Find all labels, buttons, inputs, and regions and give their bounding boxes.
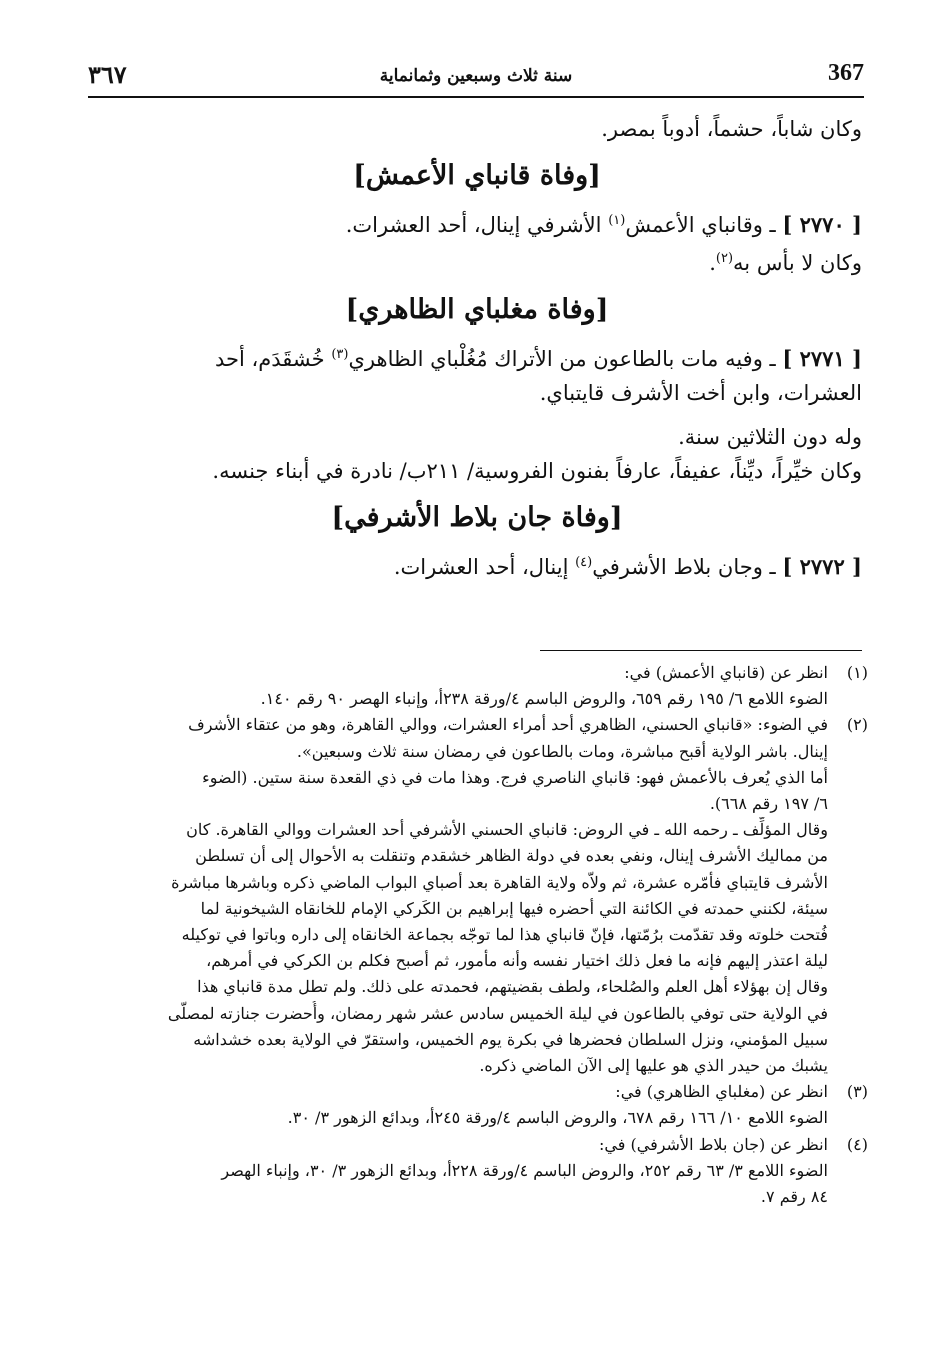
line-text-rest: خُشقَدَم، أحد <box>214 347 332 371</box>
line-text-rest: إينال، أحد العشرات. <box>393 555 576 579</box>
running-header <box>88 58 864 98</box>
line-text-rest: . <box>709 251 716 275</box>
main-text <box>92 112 862 584</box>
footnote-number: (٤) <box>846 1134 868 1154</box>
footnote-line: ٦/ ١٩٧ رقم ٦٦٨). <box>709 794 828 814</box>
entry-line <box>92 204 862 242</box>
footnote <box>92 660 868 712</box>
footnote-line: الضوء اللامع ١٠/ ١٦٦ رقم ٦٧٨، والروض الباسم ٤/ورقة ٢٤٥أ، وبدائع الزهور ٣/ ٣٠. <box>287 1108 828 1128</box>
text-line <box>92 420 862 454</box>
entry-number: [ ٢٧٧١ ] <box>782 346 862 371</box>
page-number-arabic: ٣٦٧ <box>88 60 127 89</box>
section-heading: [وفاة جان بلاط الأشرفي] <box>331 502 623 533</box>
footnotes <box>92 660 868 1210</box>
footnote-line: سبيل المؤمني، ونزل السلطان فحضرها في بكرة يوم الخميس، واستقرّ في الولاية بعده خشداشه <box>193 1029 828 1049</box>
footnote-line: ليلة اعتذر إليهم فإنه ما فعل ذلك اختيار نفسه وأنه مأمور، ثم أصبح فكلم بن الكركي في أمرهم، <box>206 951 828 971</box>
footnote-line: ٨٤ رقم ٧. <box>760 1187 828 1207</box>
entry-number: [ ٢٧٧٠ ] <box>782 212 862 237</box>
page-number-latin: 367 <box>828 60 864 86</box>
entry-line <box>92 338 862 376</box>
header-rule <box>88 96 864 98</box>
footnote-line: الأشرف قايتباي فأمّره عشرة، ثم ولاّه ولاية القاهرة بعد أصباي البواب الماضي ذكره وباشرها مباشرة <box>171 872 828 892</box>
footnote <box>92 712 868 1079</box>
footnote-line: وقال إن بهؤلاء أهل العلم والصُلحاء، ولطف بقضيتهم، فحمدته على ذلك. ولم تطل مدة قانباي هذا <box>197 977 828 997</box>
footnote-line: فُتحت خلوته وقد تقدّمت برُمّتها، فإنّ قانباي هذا لما توجّه بجماعة الخانقاه إلى داره وباتوا في توكيله <box>181 925 828 945</box>
footnote-text <box>92 1132 828 1211</box>
footnote-line: انظر عن (مغلباي الظاهري) في: <box>615 1082 828 1102</box>
line-text-rest: الأشرفي إينال، أحد العشرات. <box>345 213 609 237</box>
footnote-separator <box>540 650 862 651</box>
footnote-line: في الولاية حتى توفي بالطاعون في ليلة الخميس سادس عشر شهر رمضان، وأُحضرت جنازته لمصلّى <box>167 1003 828 1023</box>
section-heading: [وفاة مغلباي الظاهري] <box>345 294 609 325</box>
line-text: وكان لا بأس به <box>733 251 862 275</box>
running-title: سنة ثلاث وسبعين وثمانماية <box>379 66 573 86</box>
footnote-line: إينال. باشر الولاية أقبح مباشرة، ومات بالطاعون في رمضان سنة ثلاث وسبعين». <box>296 741 828 761</box>
line-text: ـ وجان بلاط الأشرفي <box>592 555 783 579</box>
entry-line <box>92 546 862 584</box>
footnote-line: انظر عن (قانباي الأعمش) في: <box>624 663 828 682</box>
text-line <box>92 376 862 410</box>
footnote-text <box>92 660 828 712</box>
entry-number: [ ٢٧٧٢ ] <box>782 554 862 579</box>
footnote-line: الضوء اللامع ٦/ ١٩٥ رقم ٦٥٩، والروض الباسم ٤/ورقة ٢٣٨أ، وإنباء الهصر ٩٠ رقم ١٤٠. <box>260 689 828 709</box>
footnote <box>92 1132 868 1211</box>
line-text: وكان خيِّراً، ديِّناً، عفيفاً، عارفاً بفنون الفروسية/ ٢١١ب/ نادرة في أبناء جنسه. <box>212 459 862 483</box>
paragraph-gap <box>92 410 862 420</box>
footnote <box>92 1079 868 1131</box>
footnote-line: الضوء اللامع ٣/ ٦٣ رقم ٢٥٢، والروض الباسم ٤/ورقة ٢٢٨أ، وبدائع الزهور ٣/ ٣٠، وإنباء الهصر <box>221 1160 828 1180</box>
footnote-number: (١) <box>846 663 868 682</box>
footnote-ref: (٢) <box>715 251 734 266</box>
line-text: ـ وقانباي الأعمش <box>625 213 783 237</box>
footnote-ref: (١) <box>608 213 626 228</box>
footnote-text <box>92 1079 828 1131</box>
line-text: وله دون الثلاثين سنة. <box>678 425 862 449</box>
text-line <box>92 242 862 280</box>
footnote-ref: (٣) <box>331 347 349 362</box>
footnote-line: سيئة، لكنني حمدته في الكائنة التي أحضره فيها إبراهيم بن الكَركي الإمام للخانقاه الشيخونية لما <box>200 898 828 918</box>
footnote-line: في الضوء: «قانباي الحسني، الظاهري أحد أمراء العشرات، ووالي القاهرة، وهو من عتقاء الأشرف <box>188 715 828 735</box>
footnote-text <box>92 712 828 1079</box>
footnote-line: وقال المؤلِّف ـ رحمه الله ـ في الروض: قانباي الحسني الأشرفي أحد العشرات ووالي القاهرة. كان <box>186 820 828 840</box>
text-line <box>92 454 862 488</box>
footnote-ref: (٤) <box>575 555 593 570</box>
section-heading: [وفاة قانباي الأعمش] <box>353 160 601 191</box>
line-text: وكان شاباً، حشماً، أدوباً بمصر. <box>601 117 862 141</box>
line-text: ـ وفيه مات بالطاعون من الأتراك مُغُلْباي الظاهري <box>348 347 783 371</box>
footnote-line: يشبك من حيدر الذي هو عليها إلى الآن الماضي ذكره. <box>479 1056 828 1076</box>
footnote-number: (٣) <box>846 1082 868 1102</box>
line-text: العشرات، وابن أخت الأشرف قايتباي. <box>539 381 862 405</box>
footnote-line: من مماليك الأشرف إينال، ونفي بعده في دولة الظاهر خشقدم وتنقلت به الأحوال إلى أن تسلطن <box>195 846 828 866</box>
footnote-line: انظر عن (جان بلاط الأشرفي) في: <box>599 1134 828 1154</box>
footnote-line: أما الذي يُعرف بالأعمش فهو: قانباي الناصري فرج. وهذا مات في ذي القعدة سنة ستين. (الضوء <box>202 767 828 787</box>
text-line <box>92 112 862 146</box>
footnote-number: (٢) <box>846 715 868 735</box>
